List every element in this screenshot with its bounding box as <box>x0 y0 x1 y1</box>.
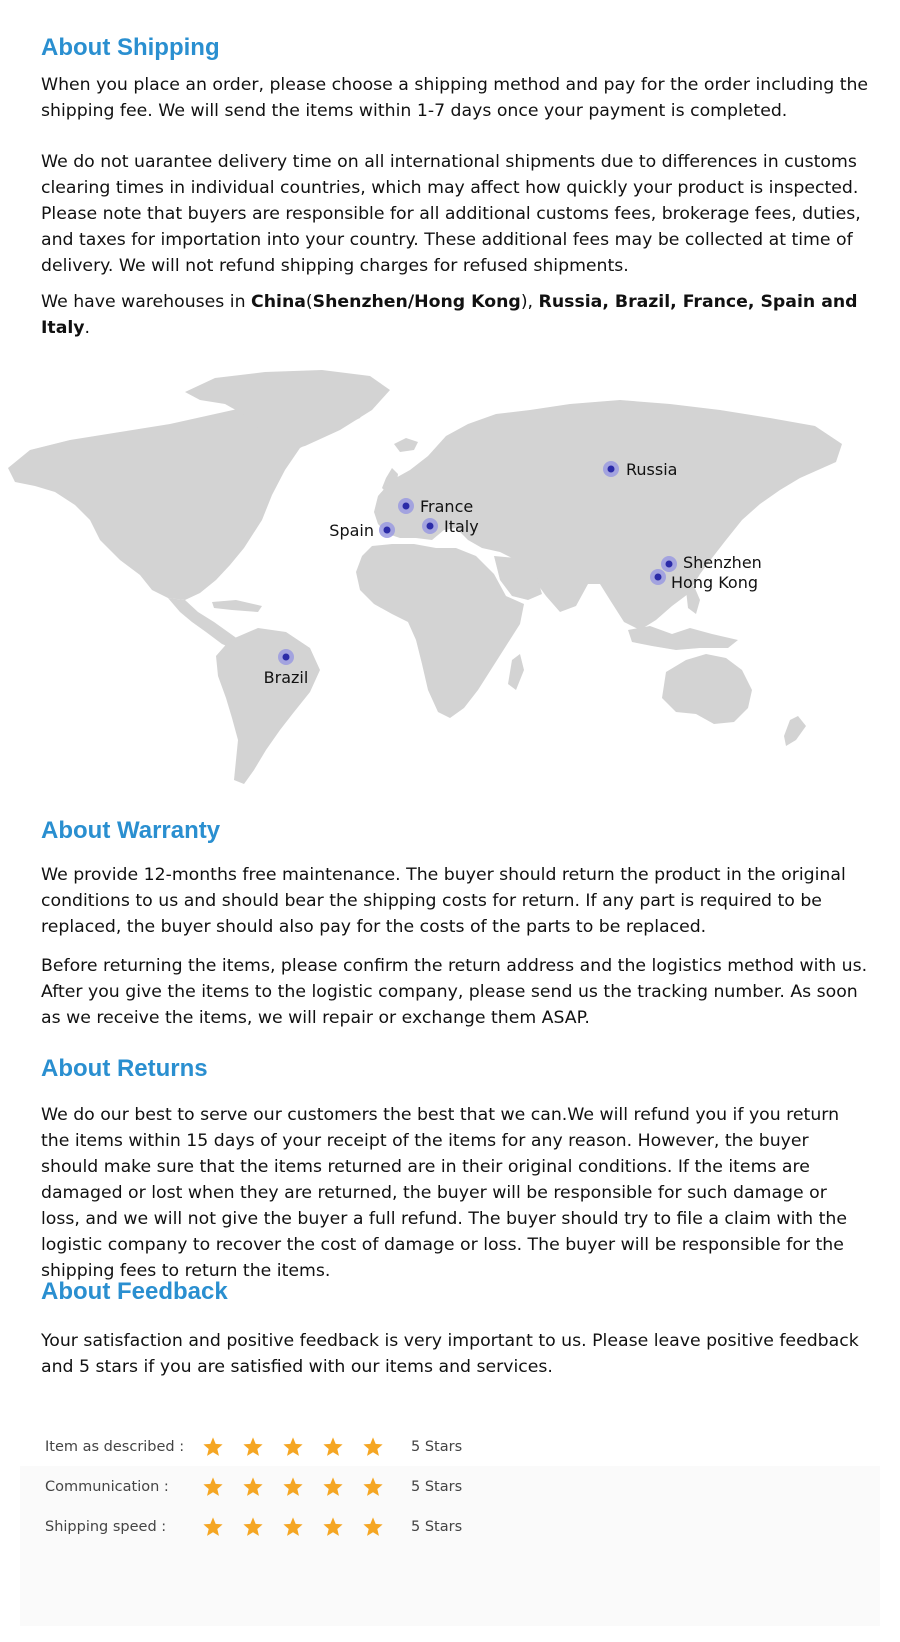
star-rating <box>193 1512 393 1542</box>
map-label-spain: Spain <box>329 521 374 540</box>
star-icon <box>233 1472 273 1502</box>
map-label-italy: Italy <box>444 517 479 536</box>
feedback-heading: About Feedback <box>41 1278 228 1305</box>
star-icon <box>353 1512 393 1542</box>
warehouses-china: China <box>251 292 306 312</box>
star-icon <box>353 1432 393 1462</box>
marker-italy <box>422 517 479 536</box>
star-icon <box>273 1472 313 1502</box>
map-label-brazil: Brazil <box>263 668 309 687</box>
warehouses-paren-close: ), <box>520 292 539 312</box>
map-label-france: France <box>420 497 474 516</box>
star-rating <box>193 1432 393 1462</box>
star-icon <box>273 1432 313 1462</box>
star-icon <box>233 1432 273 1462</box>
star-rating <box>193 1472 393 1502</box>
star-icon <box>193 1432 233 1462</box>
shipping-paragraph-2: We do not uarantee delivery time on all international shipments due to differences in customs clearing times in individual countries, which may affect how quickly your product is inspected. Please note that buyers are responsible for all additional customs fees, brokerage fees, duties, and taxes for importation into your country. These additional fees may be collected at time of delivery. We will not refund shipping charges for refused shipments. <box>41 152 861 276</box>
returns-heading: About Returns <box>41 1055 208 1082</box>
south-america-shape <box>216 628 320 784</box>
shipping-heading: About Shipping <box>41 34 220 61</box>
rating-label: Item as described : <box>45 1439 185 1455</box>
map-label-hong-kong: Hong Kong <box>671 573 758 592</box>
feedback-paragraph: Your satisfaction and positive feedback is very important to us. Please leave positive feedback and 5 stars if you are satisfied with our items and services. <box>41 1331 859 1377</box>
star-icon <box>193 1472 233 1502</box>
map-label-russia: Russia <box>626 460 678 479</box>
marker-france <box>398 497 473 516</box>
star-icon <box>313 1512 353 1542</box>
rating-value: 5 Stars <box>411 1439 463 1455</box>
warranty-heading: About Warranty <box>41 817 221 844</box>
iceland-shape <box>394 438 418 452</box>
star-icon <box>313 1472 353 1502</box>
warehouses-paren-open: ( <box>305 292 313 312</box>
warehouses-prefix: We have warehouses in <box>41 292 252 312</box>
rating-value: 5 Stars <box>411 1479 463 1495</box>
star-icon <box>313 1432 353 1462</box>
map-label-shenzhen: Shenzhen <box>683 553 762 572</box>
warehouses-cities: Shenzhen/Hong Kong <box>312 292 521 312</box>
australia-shape <box>662 654 752 724</box>
warehouses-suffix: . <box>84 318 91 338</box>
caribbean-shape <box>212 600 262 612</box>
star-icon <box>233 1512 273 1542</box>
marker-russia <box>603 460 677 479</box>
ratings-panel <box>20 1439 880 1626</box>
warehouses-paragraph <box>41 289 871 341</box>
rating-value: 5 Stars <box>411 1519 463 1535</box>
returns-paragraph: We do our best to serve our customers the best that we can.We will refund you if you return the items within 15 days of your receipt of the items for any reason. However, the buyer should make sure that the items returned are in their original conditions. If the items are damaged or lost when they are returned, the buyer will be responsible for such damage or loss, and we will not give the buyer a full refund. The buyer should try to file a claim with the logistic company to recover the cost of damage or loss. The buyer will be responsible for the shipping fees to return the items. <box>41 1105 847 1281</box>
rating-label: Communication : <box>45 1479 169 1495</box>
star-icon <box>353 1472 393 1502</box>
rating-label: Shipping speed : <box>45 1519 167 1535</box>
marker-spain <box>329 521 395 540</box>
new-zealand-shape <box>784 716 806 746</box>
warranty-paragraph-1: We provide 12-months free maintenance. The buyer should return the product in the original conditions to us and should bear the shipping costs for return. If any part is required to be replaced, the buyer should also pay for the costs of the parts to be replaced. <box>41 865 846 937</box>
warranty-paragraph-2: Before returning the items, please confirm the return address and the logistics method with us. After you give the items to the logistic company, please send us the tracking number. As soon as we receive the items, we will repair or exchange them ASAP. <box>41 956 868 1028</box>
madagascar-shape <box>508 654 524 690</box>
star-icon <box>193 1512 233 1542</box>
star-icon <box>273 1512 313 1542</box>
world-map <box>0 370 900 830</box>
warehouses-others: Russia, Brazil, France, Spain and Italy <box>41 292 858 338</box>
shipping-paragraph-1: When you place an order, please choose a shipping method and pay for the order including the shipping fee. We will send the items within 1-7 days once your payment is completed. <box>41 75 869 121</box>
southeast-asia-islands-shape <box>628 626 738 650</box>
